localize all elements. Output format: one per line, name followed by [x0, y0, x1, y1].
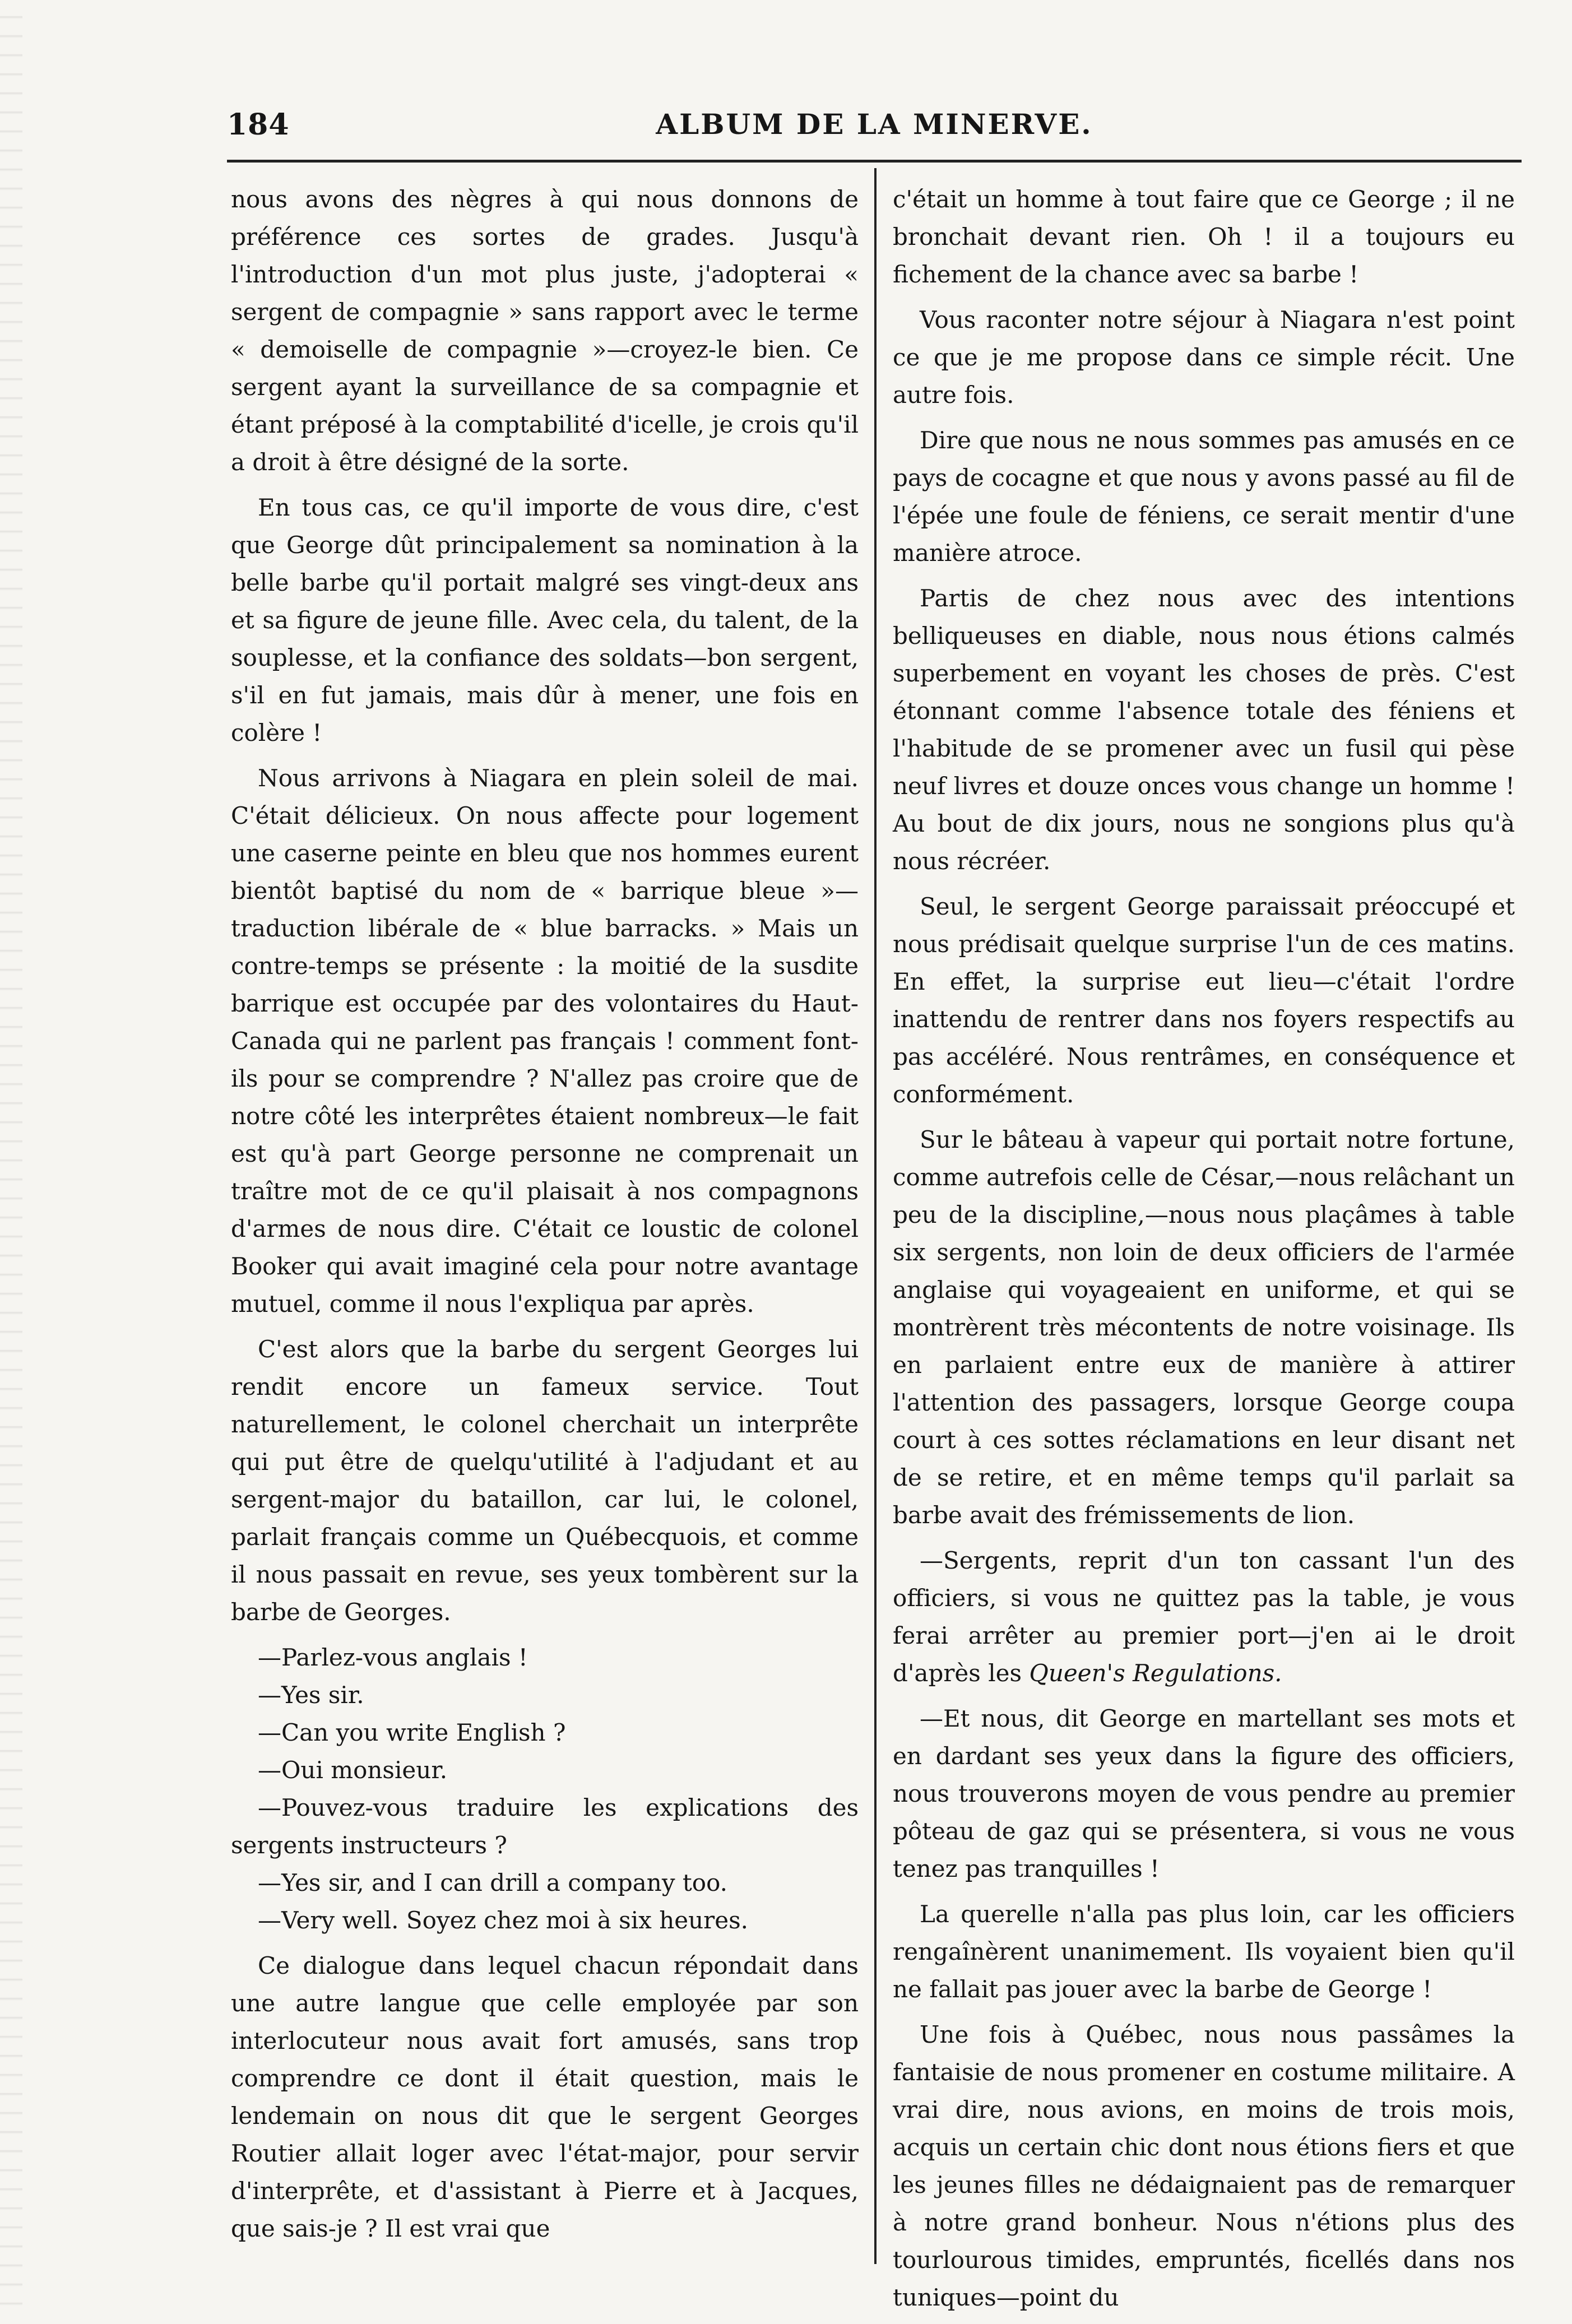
- paragraph: Seul, le sergent George paraissait préoccupé et nous prédisait quelque surprise l'un de ces matins. En effet, la surprise eut lieu—c'était l'ordre inattendu de rentrer dans nos foyers respectifs au pas accéléré. Nous rentrâmes, en conséquence et conformément.: [893, 893, 1515, 1108]
- paragraph: c'était un homme à tout faire que ce George ; il ne bronchait devant rien. Oh ! il a toujours eu fichement de la chance avec sa barbe !: [893, 185, 1515, 288]
- dialogue-line: —Very well. Soyez chez moi à six heures.: [258, 1906, 748, 1934]
- scan-margin: [0, 0, 22, 2312]
- dialogue-text: —Sergents, reprit d'un ton cassant l'un des officiers, si vous ne quittez pas la table, je vous ferai arrêter au premier port—j'en ai le droit d'après les: [893, 1547, 1515, 1687]
- page-number: 184: [227, 108, 290, 142]
- paragraph: C'est alors que la barbe du sergent Georges lui rendit encore un fameux service. Tout naturellement, le colonel cherchait un interprête qui put être de quelqu'utilité à l'adjudant et au sergent-major du bataillon, car lui, le colonel, parlait français comme un Québecquois, et comme il nous passait en revue, ses yeux tombèrent sur la barbe de Georges.: [231, 1335, 859, 1626]
- header-rule: [227, 160, 1522, 163]
- right-column: [893, 180, 1515, 2324]
- paragraph: Dire que nous ne nous sommes pas amusés en ce pays de cocagne et que nous y avons passé au fil de l'épée une foule de féniens, ce serait mentir d'une manière atroce.: [893, 426, 1515, 567]
- paragraph: Sur le bâteau à vapeur qui portait notre fortune, comme autrefois celle de César,—nous relâchant un peu de la discipline,—nous nous plaçâmes à table six sergents, non loin de deux officiers de l'armée anglaise qui voyageaient en uniforme, et qui se montrèrent très mécontents de notre voisinage. Ils en parlaient entre eux de manière à attirer l'attention des passagers, lorsque George coupa court à ces sottes réclamations en leur disant net de se retire, et en même temps qu'il parlait sa barbe avait des frémissements de lion.: [893, 1126, 1515, 1529]
- paragraph: Partis de chez nous avec des intentions belliqueuses en diable, nous nous étions calmés superbement en voyant les choses de près. C'est étonnant comme l'absence totale des féniens et l'habitude de se promener avec un fusil qui pèse neuf livres et douze onces vous change un homme ! Au bout de dix jours, nous ne songions plus qu'à nous récréer.: [893, 585, 1515, 875]
- paragraph: La querelle n'alla pas plus loin, car les officiers rengaînèrent unanimement. Ils voyaient bien qu'il ne fallait pas jouer avec la barbe de George !: [893, 1900, 1515, 2003]
- paragraph: Une fois à Québec, nous nous passâmes la fantaisie de nous promener en costume militaire. A vrai dire, nous avions, en moins de trois mois, acquis un certain chic dont nous étions fiers et que les jeunes filles ne dédaignaient pas de remarquer à notre grand bonheur. Nous n'étions plus des tourlourous timides, empruntés, ficellés dans nos tuniques—point du: [893, 2021, 1515, 2311]
- paragraph: Ce dialogue dans lequel chacun répondait dans une autre langue que celle employée par son interlocuteur nous avait fort amusés, sans trop comprendre ce dont il était question, mais le lendemain on nous dit que le sergent Georges Routier allait loger avec l'état-major, pour servir d'interprête, et d'assistant à Pierre et à Jacques, que sais-je ? Il est vrai que: [231, 1952, 859, 2242]
- italic-reference: Queen's Regulations.: [1029, 1659, 1282, 1687]
- paragraph: Nous arrivons à Niagara en plein soleil de mai. C'était délicieux. On nous affecte pour logement une caserne peinte en bleu que nos hommes eurent bientôt baptisé du nom de « barrique bleue »—traduction libérale de « blue barracks. » Mais un contre-temps se présente : la moitié de la susdite barrique est occupée par des volontaires du Haut-Canada qui ne parlent pas français ! comment font-ils pour se comprendre ? N'allez pas croire que de notre côté les interprêtes étaient nombreux—le fait est qu'à part George personne ne comprenait un traître mot de ce qu'il plaisait à nos compagnons d'armes de nous dire. C'était ce loustic de colonel Booker qui avait imaginé cela pour notre avantage mutuel, comme il nous l'expliqua par après.: [231, 764, 859, 1318]
- running-title: ALBUM DE LA MINERVE.: [656, 108, 1093, 141]
- dialogue-line: —Oui monsieur.: [258, 1756, 448, 1784]
- dialogue-line: —Yes sir, and I can drill a company too.: [258, 1869, 727, 1896]
- dialogue-line: —Can you write English ?: [258, 1719, 566, 1746]
- paragraph: —Et nous, dit George en martellant ses mots et en dardant ses yeux dans la figure des officiers, nous trouverons moyen de vous pendre au premier pôteau de gaz qui se présentera, si vous ne vous tenez pas tranquilles !: [893, 1705, 1515, 1882]
- paragraph: [893, 1542, 1515, 1692]
- paragraph: Vous raconter notre séjour à Niagara n'est point ce que je me propose dans ce simple récit. Une autre fois.: [893, 306, 1515, 409]
- page-header: [227, 108, 1522, 147]
- dialogue-line: —Yes sir.: [258, 1681, 364, 1709]
- left-column: [231, 180, 859, 2255]
- paragraph: En tous cas, ce qu'il importe de vous dire, c'est que George dût principalement sa nomination à la belle barbe qu'il portait malgré ses vingt-deux ans et sa figure de jeune fille. Avec cela, du talent, de la souplesse, et la confiance des soldats—bon sergent, s'il en fut jamais, mais dûr à mener, une fois en colère !: [231, 494, 859, 746]
- dialogue-line: —Parlez-vous anglais !: [258, 1644, 528, 1671]
- dialogue-line: —Pouvez-vous traduire les explications des sergents instructeurs ?: [231, 1794, 859, 1859]
- paragraph: nous avons des nègres à qui nous donnons de préférence ces sortes de grades. Jusqu'à l'introduction d'un mot plus juste, j'adopterai « sergent de compagnie » sans rapport avec le terme « demoiselle de compagnie »—croyez-le bien. Ce sergent ayant la surveillance de sa compagnie et étant préposé à la comptabilité d'icelle, je crois qu'il a droit à être désigné de la sorte.: [231, 185, 859, 476]
- column-divider: [874, 168, 877, 2264]
